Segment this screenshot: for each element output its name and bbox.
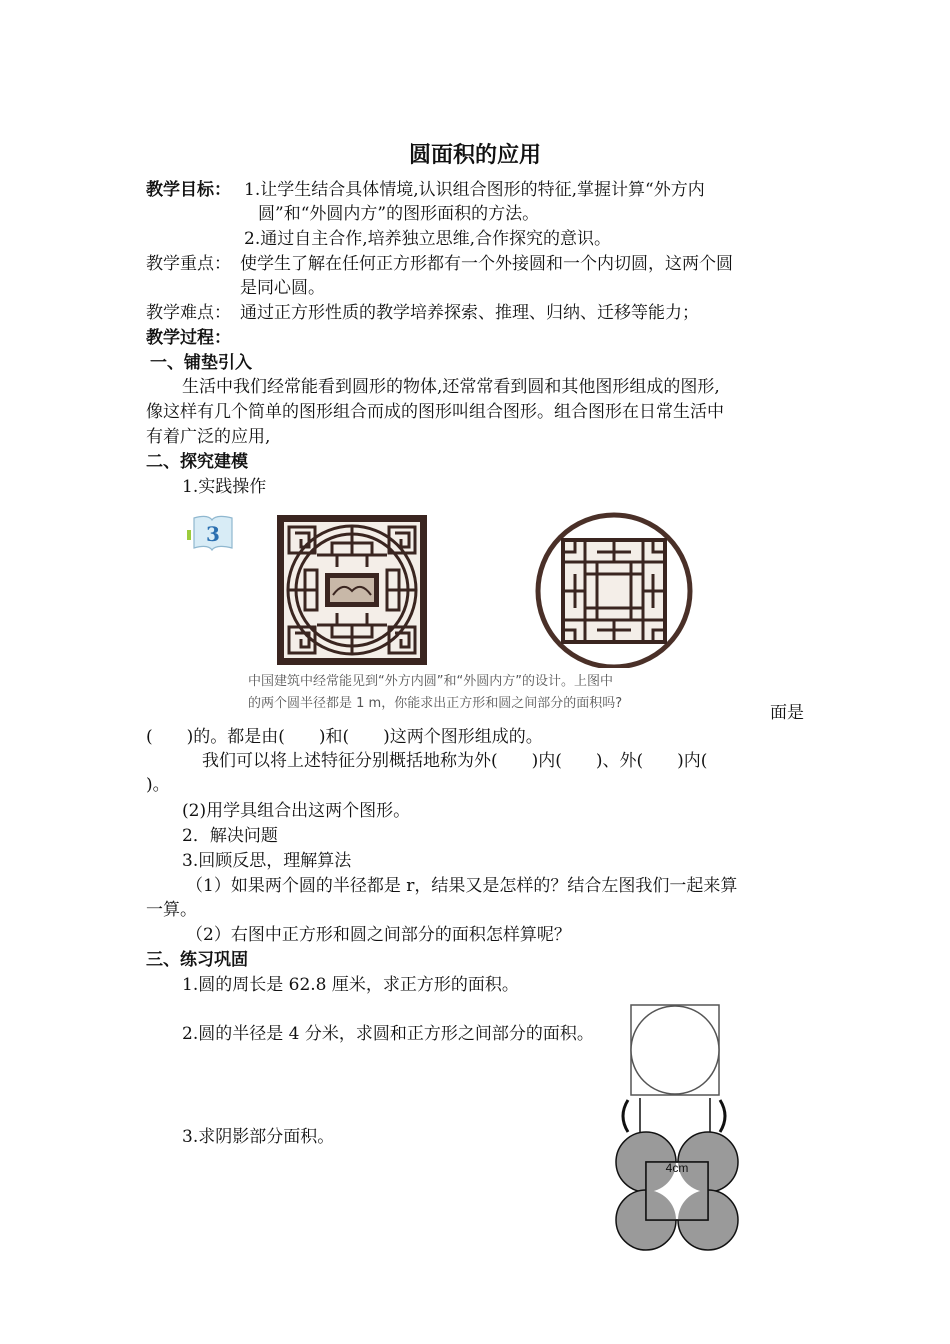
key-point-label: 教学重点： xyxy=(146,254,231,274)
section2-fill-line2: 我们可以将上述特征分别概括地称为外( )内( )、外( )内( xyxy=(202,751,708,771)
section1-para-line3: 有着广泛的应用, xyxy=(146,427,271,447)
objectives-label: 教学目标： xyxy=(146,180,231,200)
circle-window-figure xyxy=(535,512,693,670)
section2-question2: （2）右图中正方形和圆之间部分的面积怎样算呢？ xyxy=(186,925,571,945)
section2-fill-line1: ( )的。都是由( )和( )这两个图形组成的。 xyxy=(146,727,543,747)
section3-item3: 3.求阴影部分面积。 xyxy=(182,1127,335,1147)
square-window-figure xyxy=(277,515,427,665)
difficulty-text: 通过正方形性质的教学培养探索、推理、归纳、迁移等能力； xyxy=(240,303,699,323)
figure-caption-line2: 的两个圆半径都是 1 m，你能求出正方形和圆之间部分的面积吗? xyxy=(248,696,623,711)
section2-tail: 面是 xyxy=(770,703,804,723)
section2-heading: 二、探究建模 xyxy=(146,452,248,472)
page-title: 圆面积的应用 xyxy=(408,143,541,168)
section2-question1-line2: 一算。 xyxy=(146,900,197,920)
section3-heading: 三、练习巩固 xyxy=(146,950,248,970)
book-badge-icon xyxy=(184,512,240,554)
section3-item2: 2.圆的半径是 4 分米，求圆和正方形之间部分的面积。 xyxy=(182,1024,594,1044)
figure-caption-line1: 中国建筑中经常能见到“外方内圆”和“外圆内方”的设计。上图中 xyxy=(248,674,613,689)
section2-item2: 2．解决问题 xyxy=(182,826,278,846)
badge-number: 3 xyxy=(206,522,220,546)
process-label: 教学过程： xyxy=(146,328,231,348)
section2-item1b: (2)用学具组合出这两个图形。 xyxy=(182,801,411,821)
key-point-line1: 使学生了解在任何正方形都有一个外接圆和一个内切圆，这两个圆 xyxy=(240,254,733,274)
section2-fill-line3: )。 xyxy=(146,775,170,795)
section2-question1-line1: （1）如果两个圆的半径都是 r，结果又是怎样的？结合左图我们一起来算 xyxy=(186,876,738,896)
section2-item1: 1.实践操作 xyxy=(182,477,267,497)
section1-para-line1: 生活中我们经常能看到圆形的物体,还常常看到圆和其他图形组成的图形, xyxy=(182,377,720,397)
section1-heading: 一、铺垫引入 xyxy=(150,353,252,373)
shaded-circles-figure xyxy=(608,1090,748,1254)
objectives-item1-line2: 圆”和“外圆内方”的图形面积的方法。 xyxy=(258,204,540,224)
square-inscribed-circle-figure xyxy=(628,1002,722,1098)
difficulty-label: 教学难点： xyxy=(146,303,231,323)
section1-para-line2: 像这样有几个简单的图形组合而成的图形叫组合图形。组合图形在日常生活中 xyxy=(146,402,724,422)
key-point-line2: 是同心圆。 xyxy=(240,278,325,298)
section2-item3: 3.回顾反思，理解算法 xyxy=(182,851,352,871)
objectives-item1-line1: 1.让学生结合具体情境,认识组合图形的特征,掌握计算“外方内 xyxy=(244,180,705,200)
objectives-item2: 2.通过自主合作,培养独立思维,合作探究的意识。 xyxy=(244,229,612,249)
shade-figure-label: 4cm xyxy=(665,1161,689,1175)
section3-item1: 1.圆的周长是 62.8 厘米，求正方形的面积。 xyxy=(182,975,519,995)
